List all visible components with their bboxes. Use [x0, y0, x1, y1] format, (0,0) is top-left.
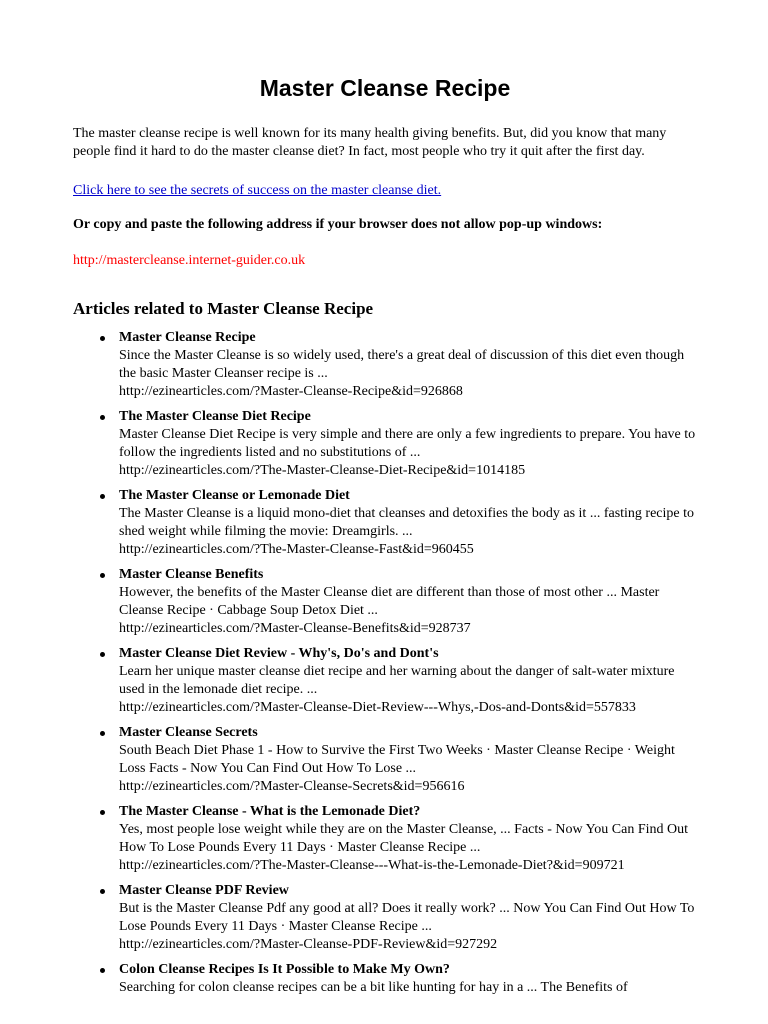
list-item — [73, 645, 697, 717]
list-item — [73, 724, 697, 796]
page-title: Master Cleanse Recipe — [259, 75, 511, 101]
article-url: http://ezinearticles.com/?The-Master-Cleanse-Diet-Recipe&id=1014185 — [119, 463, 526, 478]
article-url: http://ezinearticles.com/?Master-Cleanse-Diet-Review---Whys,-Dos-and-Donts&id=557833 — [119, 700, 636, 715]
bullet-icon — [100, 889, 105, 894]
bullet-icon — [100, 968, 105, 973]
list-item — [73, 487, 697, 559]
secrets-link[interactable]: Click here to see the secrets of success on the master cleanse diet. — [73, 183, 442, 198]
list-item — [73, 803, 697, 875]
article-title: Master Cleanse Recipe — [119, 330, 256, 345]
list-item — [73, 882, 697, 954]
bullet-icon — [100, 336, 105, 341]
article-title: Colon Cleanse Recipes Is It Possible to Make My Own? — [119, 962, 450, 977]
bullet-icon — [100, 494, 105, 499]
article-description: Learn her unique master cleanse diet recipe and her warning about the danger of salt-water mixture used in the lemonade diet recipe. ... — [119, 664, 675, 697]
article-description: Searching for colon cleanse recipes can be a bit like hunting for hay in a ... The Benefits of — [119, 980, 628, 995]
bullet-icon — [100, 731, 105, 736]
bullet-icon — [100, 652, 105, 657]
related-articles-heading: Articles related to Master Cleanse Recipe — [73, 299, 374, 318]
article-url: http://ezinearticles.com/?The-Master-Cleanse---What-is-the-Lemonade-Diet?&id=909721 — [119, 858, 625, 873]
article-url: http://ezinearticles.com/?Master-Cleanse-PDF-Review&id=927292 — [119, 937, 498, 952]
intro-paragraph: The master cleanse recipe is well known for its many health giving benefits. But, did you know that many people find it hard to do the master cleanse diet? In fact, most people who try it quit after the first day. — [73, 126, 667, 159]
article-description: The Master Cleanse is a liquid mono-diet that cleanses and detoxifies the body as it ... fasting recipe to shed weight while filming the movie: Dreamgirls. ... — [119, 506, 695, 539]
list-item — [73, 961, 697, 997]
related-articles-list — [73, 329, 697, 997]
article-title: Master Cleanse PDF Review — [119, 883, 289, 898]
article-title: Master Cleanse Diet Review - Why's, Do's and Dont's — [119, 646, 439, 661]
article-title: The Master Cleanse or Lemonade Diet — [119, 488, 350, 503]
article-title: Master Cleanse Benefits — [119, 567, 264, 582]
bullet-icon — [100, 810, 105, 815]
bullet-icon — [100, 573, 105, 578]
article-description: But is the Master Cleanse Pdf any good at all? Does it really work? ... Now You Can Find Out How To Lose Pounds Every 11 Days · Master Cleanse Recipe ... — [119, 901, 695, 934]
list-item — [73, 566, 697, 638]
article-description: Since the Master Cleanse is so widely used, there's a great deal of discussion of this diet even though the basic Master Cleanser recipe is ... — [119, 348, 685, 381]
article-description: Yes, most people lose weight while they are on the Master Cleanse, ... Facts - Now You Can Find Out How To Lose Pounds Every 11 Days · Master Cleanse Recipe ... — [119, 822, 689, 855]
article-url: http://ezinearticles.com/?Master-Cleanse-Benefits&id=928737 — [119, 621, 471, 636]
list-item — [73, 329, 697, 401]
article-title: The Master Cleanse - What is the Lemonade Diet? — [119, 804, 421, 819]
list-item — [73, 408, 697, 480]
site-address: http://mastercleanse.internet-guider.co.uk — [73, 253, 306, 268]
article-url: http://ezinearticles.com/?Master-Cleanse-Secrets&id=956616 — [119, 779, 465, 794]
copy-address-note: Or copy and paste the following address if your browser does not allow pop-up windows: — [73, 217, 603, 232]
article-url: http://ezinearticles.com/?The-Master-Cleanse-Fast&id=960455 — [119, 542, 474, 557]
document-page — [73, 72, 697, 1004]
article-title: Master Cleanse Secrets — [119, 725, 258, 740]
article-url: http://ezinearticles.com/?Master-Cleanse-Recipe&id=926868 — [119, 384, 463, 399]
article-description: However, the benefits of the Master Cleanse diet are different than those of most other ... Master Cleanse Recipe · Cabbage Soup Detox Diet ... — [119, 585, 660, 618]
article-description: South Beach Diet Phase 1 - How to Survive the First Two Weeks · Master Cleanse Recipe · Weight Loss Facts - Now You Can Find Out How To Lose ... — [119, 743, 675, 776]
article-title: The Master Cleanse Diet Recipe — [119, 409, 311, 424]
bullet-icon — [100, 415, 105, 420]
article-description: Master Cleanse Diet Recipe is very simple and there are only a few ingredients to prepare. You have to follow the ingredients listed and no substitutions of ... — [119, 427, 696, 460]
